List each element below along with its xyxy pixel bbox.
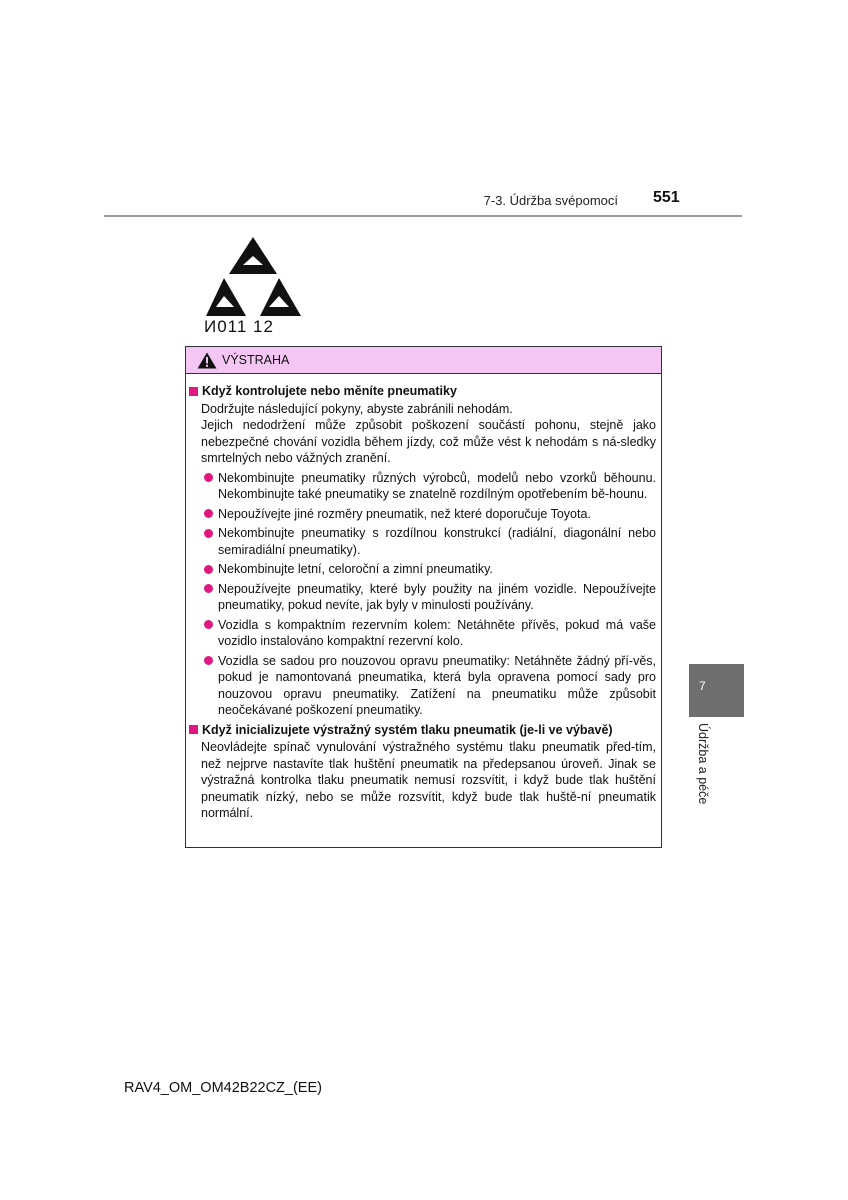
section-heading-text: Když kontrolujete nebo měníte pneumatiky	[202, 384, 457, 398]
list-item-text: Nekombinujte letní, celoroční a zimní pneumatiky.	[218, 562, 493, 576]
list-item-text: Nekombinujte pneumatiky různých výrobců, modelů nebo vzorků běhounu. Nekombinujte také pneumatiky se znatelně rozdílným opotřebením bě-hounu.	[218, 470, 656, 501]
round-bullet-icon	[204, 529, 213, 538]
chapter-number: 7	[699, 679, 706, 693]
tire-marking-symbol	[200, 232, 306, 340]
round-bullet-icon	[204, 473, 213, 482]
triangle-ring-symbol-icon	[200, 232, 306, 322]
list-item	[189, 617, 656, 650]
round-bullet-icon	[204, 620, 213, 629]
list-item-text: Vozidla se sadou pro nouzovou opravu pneumatiky: Netáhněte žádný pří-věs, pokud je namontovaná pneumatika, která byla opravena pomocí sady pro nouzovou opravu pneumatiky. Zatížení na pneumatiku může způsobit neočekávané poškození pneumatiky.	[218, 653, 656, 717]
paragraph: Dodržujte následující pokyny, abyste zabránili nehodám.	[201, 401, 513, 416]
list-item	[189, 561, 656, 578]
page-number: 551	[653, 189, 680, 206]
list-item	[189, 581, 656, 614]
square-bullet-icon	[189, 387, 198, 396]
list-item-text: Nepoužívejte pneumatiky, které byly použity na jiném vozidle. Nepoužívejte pneumatiky, pokud nevíte, jak byly v minulosti používány.	[218, 581, 656, 612]
warning-box	[185, 346, 662, 848]
round-bullet-icon	[204, 656, 213, 665]
section-heading-tire-check	[189, 383, 656, 400]
list-item-text: Vozidla s kompaktním rezervním kolem: Netáhněte přívěs, pokud má vaše vozidlo instalováno kompaktní rezervní kolo.	[218, 617, 656, 648]
paragraph: Jejich nedodržení může způsobit poškození součástí pohonu, stejně jako nebezpečné chování vozidla během jízdy, což může vést k nehodám s ná-sledky smrtelných nebo vážných zranění.	[201, 418, 656, 465]
list-item	[189, 525, 656, 558]
list-item	[189, 653, 656, 719]
round-bullet-icon	[204, 565, 213, 574]
warning-title: VÝSTRAHA	[222, 353, 290, 367]
warning-triangle-icon	[197, 352, 217, 369]
symbol-code: И011 12	[204, 317, 274, 336]
footer-document-code: RAV4_OM_OM42B22CZ_(EE)	[124, 1080, 322, 1096]
round-bullet-icon	[204, 509, 213, 518]
chapter-tab	[689, 664, 744, 717]
square-bullet-icon	[189, 725, 198, 734]
section-heading-tpws-init	[189, 722, 656, 739]
section-heading-text: Když inicializujete výstražný systém tlaku pneumatik (je-li ve výbavě)	[202, 722, 613, 737]
header-divider	[104, 215, 742, 217]
paragraph: Neovládejte spínač vynulování výstražného systému tlaku pneumatik před-tím, než nejprve nastavíte tlak huštění pneumatik na předepsanou úroveň. Jinak se výstražná kontrolka tlaku pneumatik nemusí rozsvítit, i když bude tlak huštění pneumatik nízký, nebo se může rozsvítit, když bude tlak huště-ní pneumatik normální.	[201, 740, 656, 820]
list-item	[189, 470, 656, 503]
round-bullet-icon	[204, 584, 213, 593]
chapter-caption: Údržba a péče	[696, 723, 710, 805]
warning-body	[186, 374, 661, 822]
list-item	[189, 506, 656, 523]
list-item-text: Nekombinujte pneumatiky s rozdílnou konstrukcí (radiální, diagonální nebo semiradiální pneumatiky).	[218, 526, 656, 557]
list-item-text: Nepoužívejte jiné rozměry pneumatik, než které doporučuje Toyota.	[218, 506, 591, 521]
warning-header	[186, 347, 661, 374]
header-section-title: 7-3. Údržba svépomocí	[483, 193, 618, 208]
